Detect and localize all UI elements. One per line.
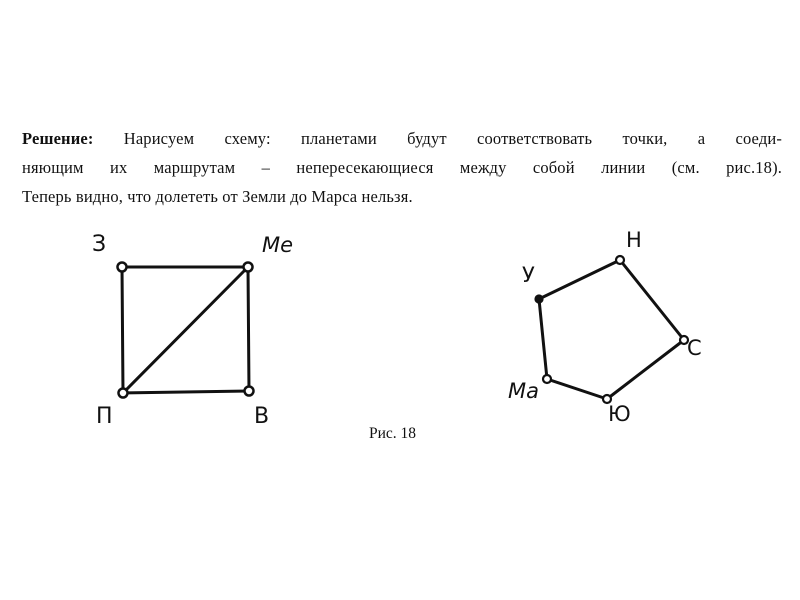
edge-P-Me [123,267,248,393]
edge-Yu-Ma [547,379,607,399]
solution-label: Решение: [22,129,94,148]
vertex-Ma [543,375,551,383]
vertex-U [536,296,543,303]
figure-caption: Рис. 18 [369,425,417,442]
edge-Z-P [122,267,123,393]
edge-Ma-U [539,299,547,379]
label-Yu: Ю [608,402,631,426]
vertex-V [245,387,254,396]
label-V: В [254,404,270,429]
label-Ma: Ma [508,379,539,403]
edge-S-Yu [607,340,684,399]
label-S: С [687,336,702,360]
vertex-P [119,389,128,398]
label-N: Н [626,228,642,252]
edge-Me-V [248,267,249,391]
line-1-text: Нарисуем схему: планетами будут соответствовать точки, а соеди- [123,129,782,148]
label-Z: З [92,232,107,257]
vertex-Z [118,263,127,272]
vertex-N [616,256,624,264]
left-graph [122,267,249,393]
paragraph-line-2: няющим их маршрутам – непересекающиеся между собой линии (см. рис.18). [22,158,782,177]
edge-N-S [620,260,684,340]
vertex-Me [244,263,253,272]
label-Me: Me [262,233,294,257]
right-graph-vertices [536,256,689,403]
label-P: П [96,404,113,429]
label-U: У [522,263,535,287]
edge-U-N [539,260,620,299]
edge-P-V [123,391,249,393]
right-graph [539,260,684,399]
paragraph-line-3: Теперь видно, что долететь от Земли до Марса нельзя. [22,187,413,206]
